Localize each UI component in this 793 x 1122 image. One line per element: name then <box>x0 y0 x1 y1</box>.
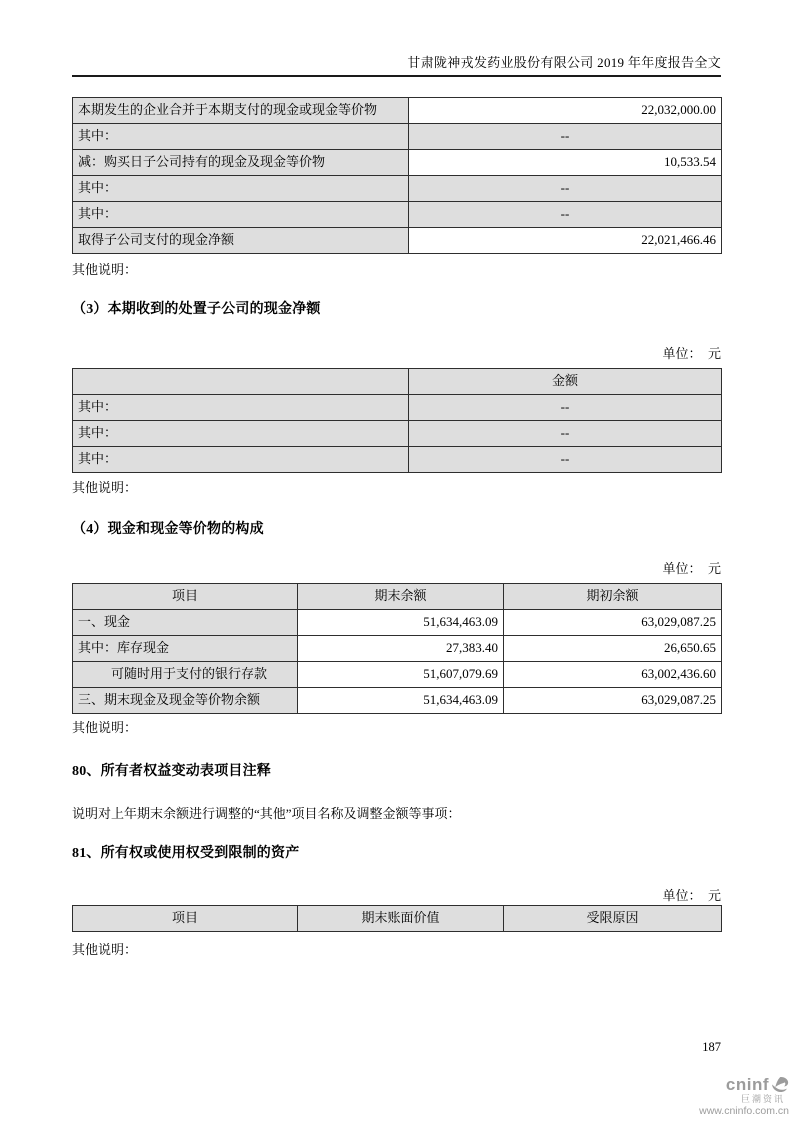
cninfo-logo-icon <box>771 1076 789 1094</box>
row-ending-cell: 51,607,079.69 <box>298 662 504 688</box>
table-header-row <box>73 584 722 610</box>
header-title: 甘肃陇神戎发药业股份有限公司 2019 年年度报告全文 <box>407 55 721 70</box>
restricted-assets-table <box>72 905 722 932</box>
cninfo-chinese-name: 巨潮资讯 <box>740 1094 785 1104</box>
table-row <box>73 202 722 228</box>
table-row <box>73 98 722 124</box>
other-note-label: 其他说明： <box>72 720 138 735</box>
table-row <box>73 124 722 150</box>
row-ending-cell: 51,634,463.09 <box>298 610 504 636</box>
row-label-cell: 一、现金 <box>73 610 298 636</box>
table-row <box>73 662 722 688</box>
row-value-cell: -- <box>409 202 722 228</box>
row-label-cell: 可随时用于支付的银行存款 <box>73 662 298 688</box>
table-row <box>73 447 722 473</box>
cninfo-logo-row <box>699 1076 789 1094</box>
business-combination-cash-table <box>72 97 722 254</box>
row-beginning-cell: 63,029,087.25 <box>504 610 722 636</box>
header-item-cell: 项目 <box>73 584 298 610</box>
header-reason-cell: 受限原因 <box>504 906 722 932</box>
section81-heading: 81、所有权或使用权受到限制的资产 <box>72 846 300 861</box>
table-row <box>73 421 722 447</box>
table-row <box>73 688 722 714</box>
row-label-cell: 其中： <box>73 124 409 150</box>
row-value-cell: 10,533.54 <box>409 150 722 176</box>
row-label-cell: 三、期末现金及现金等价物余额 <box>73 688 298 714</box>
row-label-cell: 其中： <box>73 176 409 202</box>
row-label-cell: 取得子公司支付的现金净额 <box>73 228 409 254</box>
table-row <box>73 176 722 202</box>
row-value-cell: -- <box>409 124 722 150</box>
row-value-cell: 22,032,000.00 <box>409 98 722 124</box>
header-beginning-cell: 期初余额 <box>504 584 722 610</box>
table-header-row <box>73 906 722 932</box>
table-row <box>73 636 722 662</box>
header-item-cell: 项目 <box>73 906 298 932</box>
row-label-cell: 其中： <box>73 395 409 421</box>
table-row <box>73 228 722 254</box>
header-book-value-cell: 期末账面价值 <box>298 906 504 932</box>
table-row <box>73 395 722 421</box>
section80-body: 说明对上年期末余额进行调整的“其他”项目名称及调整金额等事项： <box>72 806 461 821</box>
section3-heading: （3）本期收到的处置子公司的现金净额 <box>72 302 321 317</box>
header-amount-cell: 金额 <box>409 369 722 395</box>
row-ending-cell: 27,383.40 <box>298 636 504 662</box>
cninfo-brand-text: cninf <box>725 1075 769 1095</box>
row-value-cell: -- <box>409 421 722 447</box>
cninfo-url: www.cninfo.com.cn <box>699 1105 789 1118</box>
unit-label: 单位： 元 <box>662 888 721 903</box>
table-row <box>73 150 722 176</box>
other-note-label: 其他说明： <box>72 262 138 277</box>
other-note-label: 其他说明： <box>72 480 138 495</box>
row-beginning-cell: 63,002,436.60 <box>504 662 722 688</box>
row-label-cell: 减：购买日子公司持有的现金及现金等价物 <box>73 150 409 176</box>
other-note-label: 其他说明： <box>72 942 138 957</box>
unit-label: 单位： 元 <box>662 346 721 361</box>
row-value-cell: -- <box>409 395 722 421</box>
row-value-cell: 22,021,466.46 <box>409 228 722 254</box>
row-label-cell: 其中： <box>73 447 409 473</box>
section4-heading: （4）现金和现金等价物的构成 <box>72 522 264 537</box>
disposal-subsidiary-cash-table <box>72 368 722 473</box>
row-ending-cell: 51,634,463.09 <box>298 688 504 714</box>
cash-equivalents-composition-table <box>72 583 722 714</box>
table-row <box>73 610 722 636</box>
row-label-cell: 其中： <box>73 421 409 447</box>
header-empty-cell <box>73 369 409 395</box>
table-header-row <box>73 369 722 395</box>
row-beginning-cell: 26,650.65 <box>504 636 722 662</box>
unit-label: 单位： 元 <box>662 561 721 576</box>
header-ending-cell: 期末余额 <box>298 584 504 610</box>
row-label-cell: 其中：库存现金 <box>73 636 298 662</box>
page-number: 187 <box>702 1040 721 1054</box>
page-header <box>72 0 721 77</box>
row-label-cell: 本期发生的企业合并于本期支付的现金或现金等价物 <box>73 98 409 124</box>
section80-heading: 80、所有者权益变动表项目注释 <box>72 764 271 779</box>
row-beginning-cell: 63,029,087.25 <box>504 688 722 714</box>
row-value-cell: -- <box>409 447 722 473</box>
row-label-cell: 其中： <box>73 202 409 228</box>
row-value-cell: -- <box>409 176 722 202</box>
cninfo-logo <box>699 1076 789 1117</box>
